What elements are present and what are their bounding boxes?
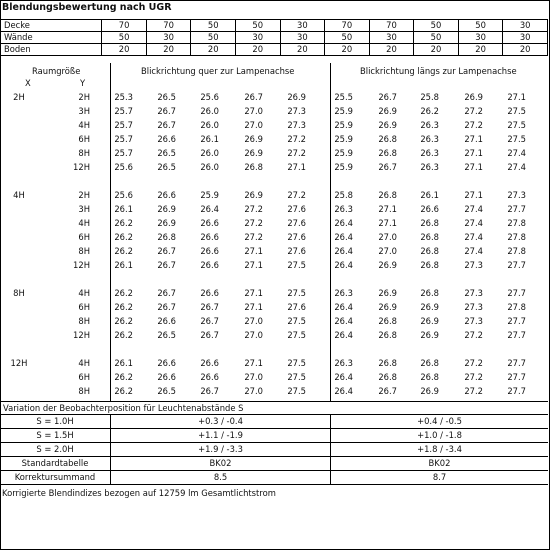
reflectance-value: 50 xyxy=(414,32,459,44)
ugr-value: 25.7 xyxy=(114,106,133,116)
variation-label: S = 1.5H xyxy=(36,430,74,440)
ugr-value: 25.9 xyxy=(200,190,219,200)
reflectance-value: 70 xyxy=(325,20,370,32)
ugr-value: 26.2 xyxy=(114,316,133,326)
ugr-value: 26.0 xyxy=(200,148,219,158)
ugr-value: 26.9 xyxy=(378,106,397,116)
ugr-value: 26.0 xyxy=(200,106,219,116)
group-x-label: 12H xyxy=(10,358,28,368)
ugr-value: 25.7 xyxy=(114,134,133,144)
reflectance-value: 70 xyxy=(102,20,147,32)
ugr-value: 26.7 xyxy=(378,92,397,102)
ugr-value: 25.6 xyxy=(114,190,133,200)
ugr-value: 26.8 xyxy=(244,162,263,172)
ugr-value: 27.5 xyxy=(507,106,526,116)
reflectance-value: 30 xyxy=(280,32,325,44)
row-y-label: 6H xyxy=(78,302,90,312)
ugr-value: 27.0 xyxy=(244,330,263,340)
ugr-value: 26.9 xyxy=(464,92,483,102)
ugr-value: 27.6 xyxy=(287,218,306,228)
row-y-label: 8H xyxy=(78,386,90,396)
ugr-value: 25.6 xyxy=(200,92,219,102)
reflectance-value: 30 xyxy=(458,32,503,44)
row-y-label: 8H xyxy=(78,246,90,256)
ugr-value: 26.2 xyxy=(420,106,439,116)
ugr-value: 26.8 xyxy=(420,232,439,242)
ugr-value: 26.6 xyxy=(157,134,176,144)
ugr-value: 27.2 xyxy=(244,232,263,242)
ugr-value: 26.2 xyxy=(114,288,133,298)
ugr-value: 26.8 xyxy=(378,330,397,340)
reflectance-value: 30 xyxy=(235,32,280,44)
ugr-value: 27.2 xyxy=(287,134,306,144)
ugr-value: 26.8 xyxy=(378,148,397,158)
variation-label: S = 1.0H xyxy=(36,416,74,426)
ugr-value: 27.3 xyxy=(464,302,483,312)
ugr-value: 27.3 xyxy=(464,316,483,326)
ugr-value: 27.7 xyxy=(507,330,526,340)
reflectance-value: 30 xyxy=(503,20,548,32)
ugr-value: 26.9 xyxy=(378,288,397,298)
ugr-value: 27.0 xyxy=(244,386,263,396)
ugr-value: 25.5 xyxy=(334,92,353,102)
reflectance-value: 20 xyxy=(369,44,414,56)
ugr-value: 26.5 xyxy=(157,330,176,340)
ugr-value: 27.2 xyxy=(287,190,306,200)
reflectance-value: 30 xyxy=(503,32,548,44)
row-y-label: 12H xyxy=(73,260,90,270)
ugr-value: 27.6 xyxy=(287,302,306,312)
ugr-value: 27.1 xyxy=(378,204,397,214)
ugr-value: 27.0 xyxy=(244,316,263,326)
ugr-value: 26.9 xyxy=(420,302,439,312)
reflectance-value: 20 xyxy=(325,44,370,56)
quer-header: Blickrichtung quer zur Lampenachse xyxy=(141,66,295,76)
ugr-value: 26.3 xyxy=(334,204,353,214)
ugr-value: 27.1 xyxy=(244,358,263,368)
ugr-value: 27.0 xyxy=(244,372,263,382)
ugr-value: 26.9 xyxy=(244,190,263,200)
row-y-label: 8H xyxy=(78,148,90,158)
group-x-label: 8H xyxy=(13,288,25,298)
ugr-value: 27.5 xyxy=(287,330,306,340)
ugr-value: 26.7 xyxy=(157,288,176,298)
ugr-value: 26.4 xyxy=(334,372,353,382)
ugr-value: 26.1 xyxy=(114,358,133,368)
variation-quer-value: +1.9 / -3.3 xyxy=(198,444,243,454)
ugr-value: 27.1 xyxy=(507,92,526,102)
ugr-value: 27.4 xyxy=(464,232,483,242)
ugr-value: 27.2 xyxy=(464,120,483,130)
row-y-label: 2H xyxy=(78,190,90,200)
ugr-value: 27.5 xyxy=(507,134,526,144)
variation-row xyxy=(0,415,548,428)
ugr-value: 27.6 xyxy=(287,246,306,256)
ugr-value: 26.7 xyxy=(157,106,176,116)
row-y-label: 4H xyxy=(78,120,90,130)
ugr-value: 26.6 xyxy=(157,316,176,326)
ugr-value: 27.0 xyxy=(244,106,263,116)
ugr-value: 26.2 xyxy=(114,372,133,382)
ugr-value: 26.8 xyxy=(420,358,439,368)
ugr-value: 27.1 xyxy=(378,218,397,228)
y-header: Y xyxy=(80,78,86,88)
ugr-value: 26.2 xyxy=(114,218,133,228)
variation-laengs-value: +1.8 / -3.4 xyxy=(417,444,462,454)
ugr-value: 26.3 xyxy=(420,120,439,130)
ugr-value: 27.5 xyxy=(287,358,306,368)
ugr-value: 26.2 xyxy=(114,302,133,312)
ugr-value: 26.7 xyxy=(244,92,263,102)
ugr-value: 27.0 xyxy=(244,120,263,130)
ugr-value: 25.8 xyxy=(420,92,439,102)
ugr-value: 26.1 xyxy=(200,134,219,144)
variation-laengs-value: +0.4 / -0.5 xyxy=(417,416,462,426)
ugr-value: 27.4 xyxy=(507,148,526,158)
ugr-value: 26.6 xyxy=(200,232,219,242)
ugr-value: 26.2 xyxy=(114,330,133,340)
ugr-value: 26.6 xyxy=(420,204,439,214)
variation-quer-value: BK02 xyxy=(209,458,232,468)
ugr-value: 25.9 xyxy=(334,120,353,130)
ugr-value: 26.7 xyxy=(200,386,219,396)
ugr-value: 25.7 xyxy=(114,120,133,130)
ugr-value: 26.8 xyxy=(420,260,439,270)
ugr-value: 26.2 xyxy=(114,386,133,396)
ugr-value: 27.7 xyxy=(507,260,526,270)
ugr-value: 27.6 xyxy=(287,232,306,242)
ugr-value: 25.9 xyxy=(334,106,353,116)
reflectance-value: 30 xyxy=(369,32,414,44)
reflectance-value: 20 xyxy=(191,44,236,56)
ugr-value: 26.8 xyxy=(420,288,439,298)
ugr-value: 27.4 xyxy=(464,204,483,214)
ugr-value: 26.6 xyxy=(200,358,219,368)
row-y-label: 3H xyxy=(78,204,90,214)
ugr-value: 27.5 xyxy=(287,386,306,396)
divider-direction xyxy=(330,63,331,402)
ugr-value: 26.5 xyxy=(157,148,176,158)
ugr-value: 25.9 xyxy=(334,162,353,172)
ugr-value: 27.5 xyxy=(287,260,306,270)
variation-label: S = 2.0H xyxy=(36,444,74,454)
variation-row xyxy=(0,471,548,484)
ugr-value: 27.5 xyxy=(287,372,306,382)
reflectance-value: 20 xyxy=(235,44,280,56)
ugr-value: 27.1 xyxy=(244,260,263,270)
row-y-label: 6H xyxy=(78,232,90,242)
ugr-value: 26.9 xyxy=(420,330,439,340)
variation-quer-value: +0.3 / -0.4 xyxy=(198,416,243,426)
ugr-value: 27.5 xyxy=(507,120,526,130)
ugr-value: 25.6 xyxy=(114,162,133,172)
ugr-value: 27.2 xyxy=(244,218,263,228)
ugr-value: 26.9 xyxy=(157,204,176,214)
reflectance-value: 70 xyxy=(369,20,414,32)
ugr-value: 26.6 xyxy=(157,190,176,200)
reflectance-label: Wände xyxy=(1,32,102,44)
ugr-value: 27.1 xyxy=(244,302,263,312)
ugr-value: 27.0 xyxy=(378,232,397,242)
variation-label: Korrektursummand xyxy=(14,472,96,482)
ugr-value: 27.7 xyxy=(507,358,526,368)
ugr-value: 27.1 xyxy=(287,162,306,172)
ugr-value: 26.4 xyxy=(334,246,353,256)
ugr-value: 26.6 xyxy=(157,358,176,368)
reflectance-row xyxy=(1,44,548,56)
row-y-label: 3H xyxy=(78,106,90,116)
ugr-value: 26.1 xyxy=(114,204,133,214)
ugr-value: 26.1 xyxy=(114,260,133,270)
ugr-value: 26.3 xyxy=(420,134,439,144)
ugr-value: 27.7 xyxy=(507,288,526,298)
ugr-value: 26.7 xyxy=(157,260,176,270)
variation-laengs-value: BK02 xyxy=(428,458,451,468)
ugr-value: 26.8 xyxy=(420,372,439,382)
reflectance-label: Decke xyxy=(1,20,102,32)
ugr-value: 27.1 xyxy=(244,288,263,298)
ugr-value: 26.8 xyxy=(378,134,397,144)
ugr-value: 26.9 xyxy=(157,218,176,228)
row-y-label: 6H xyxy=(78,372,90,382)
laengs-header: Blickrichtung längs zur Lampenachse xyxy=(360,66,517,76)
ugr-value: 26.9 xyxy=(378,302,397,312)
ugr-value: 26.4 xyxy=(334,232,353,242)
ugr-value: 26.7 xyxy=(200,316,219,326)
x-header: X xyxy=(25,78,31,88)
ugr-value: 27.7 xyxy=(507,316,526,326)
reflectance-value: 20 xyxy=(146,44,191,56)
ugr-value: 26.5 xyxy=(157,162,176,172)
ugr-value: 27.2 xyxy=(464,386,483,396)
ugr-value: 26.4 xyxy=(334,316,353,326)
reflectance-value: 50 xyxy=(191,20,236,32)
reflectance-value: 50 xyxy=(191,32,236,44)
ugr-value: 26.5 xyxy=(157,92,176,102)
reflectance-value: 50 xyxy=(414,20,459,32)
ugr-value: 27.8 xyxy=(507,232,526,242)
reflectance-value: 20 xyxy=(280,44,325,56)
ugr-value: 26.1 xyxy=(420,190,439,200)
table-title: Blendungsbewertung nach UGR xyxy=(2,2,172,13)
reflectance-row xyxy=(1,32,548,44)
ugr-value: 26.4 xyxy=(334,260,353,270)
ugr-value: 26.6 xyxy=(200,218,219,228)
variation-laengs-value: +1.0 / -1.8 xyxy=(417,430,462,440)
variation-quer-value: +1.1 / -1.9 xyxy=(198,430,243,440)
ugr-value: 25.8 xyxy=(334,190,353,200)
ugr-value: 26.3 xyxy=(334,358,353,368)
variation-label: Standardtabelle xyxy=(21,458,89,468)
ugr-value: 26.7 xyxy=(157,120,176,130)
ugr-value: 26.9 xyxy=(244,134,263,144)
reflectance-value: 30 xyxy=(280,20,325,32)
reflectance-value: 50 xyxy=(458,20,503,32)
variation-divider-left xyxy=(110,414,111,484)
ugr-value: 25.7 xyxy=(114,148,133,158)
reflectance-table xyxy=(0,19,548,56)
ugr-value: 27.1 xyxy=(464,148,483,158)
ugr-value: 26.6 xyxy=(200,372,219,382)
variation-row xyxy=(0,429,548,442)
ugr-value: 26.7 xyxy=(157,246,176,256)
row-y-label: 4H xyxy=(78,218,90,228)
ugr-value: 27.4 xyxy=(464,246,483,256)
ugr-value: 27.6 xyxy=(287,204,306,214)
ugr-value: 26.4 xyxy=(334,302,353,312)
ugr-value: 26.8 xyxy=(157,232,176,242)
reflectance-value: 30 xyxy=(146,32,191,44)
ugr-value: 26.8 xyxy=(420,246,439,256)
reflectance-value: 20 xyxy=(414,44,459,56)
ugr-value: 26.8 xyxy=(378,316,397,326)
ugr-value: 26.9 xyxy=(287,92,306,102)
ugr-value: 26.5 xyxy=(157,386,176,396)
ugr-value: 26.8 xyxy=(378,358,397,368)
ugr-value: 27.0 xyxy=(378,246,397,256)
variation-row xyxy=(0,443,548,456)
ugr-value: 26.3 xyxy=(420,148,439,158)
ugr-value: 26.0 xyxy=(200,120,219,130)
row-y-label: 8H xyxy=(78,316,90,326)
ugr-value: 27.4 xyxy=(507,162,526,172)
ugr-value: 26.7 xyxy=(200,302,219,312)
ugr-value: 27.1 xyxy=(244,246,263,256)
ugr-value: 26.9 xyxy=(378,260,397,270)
room-size-header: Raumgröße xyxy=(32,66,81,76)
ugr-value: 26.9 xyxy=(378,120,397,130)
ugr-value: 27.2 xyxy=(464,372,483,382)
ugr-value: 27.5 xyxy=(287,288,306,298)
ugr-value: 26.0 xyxy=(200,162,219,172)
ugr-value: 27.2 xyxy=(244,204,263,214)
ugr-value: 26.4 xyxy=(334,330,353,340)
ugr-value: 27.3 xyxy=(464,260,483,270)
ugr-value: 27.3 xyxy=(464,288,483,298)
ugr-value: 27.1 xyxy=(464,162,483,172)
ugr-value: 27.1 xyxy=(464,190,483,200)
ugr-value: 26.4 xyxy=(200,204,219,214)
ugr-value: 26.8 xyxy=(378,190,397,200)
ugr-value: 27.8 xyxy=(507,218,526,228)
ugr-value: 27.2 xyxy=(464,106,483,116)
row-y-label: 4H xyxy=(78,288,90,298)
variation-row xyxy=(0,457,548,470)
ugr-value: 27.3 xyxy=(287,106,306,116)
row-y-label: 12H xyxy=(73,330,90,340)
ugr-value: 27.2 xyxy=(287,148,306,158)
variation-title: Variation der Beobachterposition für Leuchtenabstände S xyxy=(3,403,244,413)
ugr-value: 26.7 xyxy=(378,162,397,172)
row-y-label: 4H xyxy=(78,358,90,368)
ugr-value: 26.2 xyxy=(114,246,133,256)
ugr-value: 26.6 xyxy=(200,288,219,298)
ugr-value: 27.3 xyxy=(287,120,306,130)
ugr-value: 26.9 xyxy=(420,316,439,326)
ugr-value: 26.3 xyxy=(420,162,439,172)
footer-note: Korrigierte Blendindizes bezogen auf 12759 lm Gesamtlichtstrom xyxy=(2,488,276,498)
reflectance-label: Boden xyxy=(1,44,102,56)
footer-rule xyxy=(0,484,548,485)
reflectance-value: 20 xyxy=(102,44,147,56)
ugr-value: 27.2 xyxy=(464,358,483,368)
reflectance-value: 20 xyxy=(458,44,503,56)
ugr-value: 27.8 xyxy=(507,246,526,256)
variation-divider-right xyxy=(330,414,331,484)
ugr-value: 26.3 xyxy=(334,288,353,298)
ugr-value: 27.7 xyxy=(507,372,526,382)
group-x-label: 2H xyxy=(13,92,25,102)
reflectance-value: 50 xyxy=(102,32,147,44)
ugr-value: 26.9 xyxy=(420,386,439,396)
variation-quer-value: 8.5 xyxy=(213,472,228,482)
variation-laengs-value: 8.7 xyxy=(432,472,447,482)
reflectance-value: 70 xyxy=(146,20,191,32)
ugr-value: 27.8 xyxy=(507,302,526,312)
reflectance-value: 50 xyxy=(325,32,370,44)
ugr-value: 27.1 xyxy=(464,134,483,144)
row-y-label: 12H xyxy=(73,162,90,172)
ugr-value: 26.6 xyxy=(200,260,219,270)
ugr-value: 26.7 xyxy=(378,386,397,396)
ugr-value: 26.7 xyxy=(157,302,176,312)
ugr-value: 25.9 xyxy=(334,134,353,144)
ugr-value: 27.7 xyxy=(507,204,526,214)
ugr-value: 26.2 xyxy=(114,232,133,242)
ugr-value: 26.6 xyxy=(200,246,219,256)
ugr-value: 26.4 xyxy=(334,386,353,396)
ugr-value: 26.7 xyxy=(200,330,219,340)
reflectance-row xyxy=(1,20,548,32)
ugr-value: 27.7 xyxy=(507,386,526,396)
ugr-value: 26.8 xyxy=(420,218,439,228)
ugr-value: 26.4 xyxy=(334,218,353,228)
row-y-label: 2H xyxy=(78,92,90,102)
reflectance-value: 20 xyxy=(503,44,548,56)
divider-room xyxy=(110,63,111,402)
ugr-value: 27.3 xyxy=(507,190,526,200)
row-y-label: 6H xyxy=(78,134,90,144)
ugr-value: 26.9 xyxy=(244,148,263,158)
ugr-value: 27.5 xyxy=(287,316,306,326)
ugr-value: 26.8 xyxy=(378,372,397,382)
group-x-label: 4H xyxy=(13,190,25,200)
ugr-value: 27.4 xyxy=(464,218,483,228)
reflectance-value: 50 xyxy=(235,20,280,32)
ugr-value: 27.2 xyxy=(464,330,483,340)
ugr-value: 26.6 xyxy=(157,372,176,382)
ugr-value: 25.3 xyxy=(114,92,133,102)
variation-top-rule xyxy=(0,401,548,402)
ugr-value: 25.9 xyxy=(334,148,353,158)
